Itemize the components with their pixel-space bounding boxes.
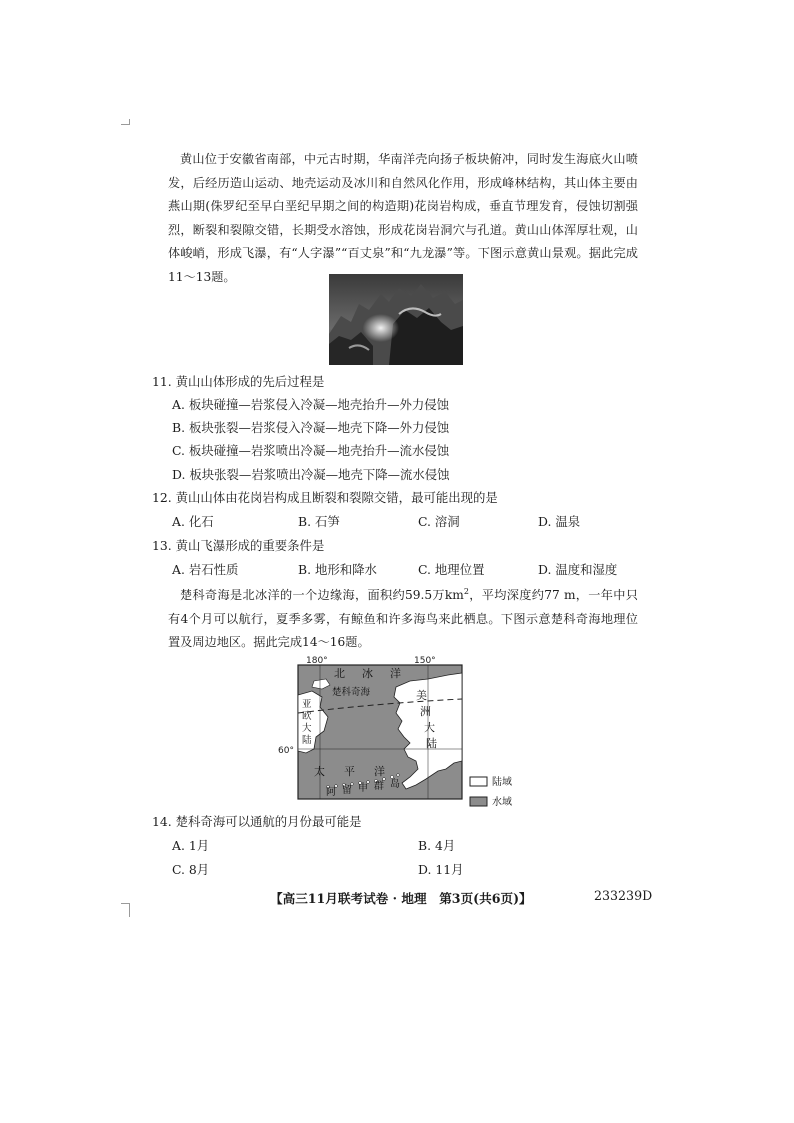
question-13-option-a[interactable]: A. 岩石性质 <box>172 562 239 577</box>
footer-code: 233239D <box>594 888 653 903</box>
label-eurasia-3: 大 <box>302 723 312 734</box>
label-eurasia-4: 陆 <box>302 735 312 746</box>
passage-chukchi-superscript: 2 <box>463 587 469 596</box>
label-pacific-1: 太 <box>314 765 325 778</box>
passage-chukchi-text-2: ，平均深度约77 m，一年中只有4个月可以航行，夏季多雾，有鲸鱼和许多海鸟来此栖息。下图示意楚科奇海地理位置及周边地区。据此完成14～16题。 <box>168 588 638 650</box>
question-13-option-b[interactable]: B. 地形和降水 <box>298 562 377 577</box>
label-america-1: 美 <box>416 689 427 702</box>
label-60: 60° <box>278 746 294 756</box>
passage-chukchi-text-1: 楚科奇海是北冰洋的一个边缘海，面积约59.5万km <box>180 588 464 603</box>
legend-water-swatch <box>470 797 487 806</box>
label-arctic-2: 冰 <box>362 667 373 680</box>
label-aleutian-2: 留 <box>342 785 352 796</box>
label-america-4: 陆 <box>426 737 437 750</box>
legend-water-label: 水域 <box>492 797 512 808</box>
label-aleutian-1: 阿 <box>326 787 336 798</box>
question-12-option-b[interactable]: B. 石笋 <box>298 514 340 529</box>
label-eurasia-1: 亚 <box>302 699 312 710</box>
question-12-option-a[interactable]: A. 化石 <box>172 514 214 529</box>
legend-land-label: 陆域 <box>492 777 512 788</box>
label-150: 150° <box>414 656 436 666</box>
question-11-option-a[interactable]: A. 板块碰撞—岩浆侵入冷凝—地壳抬升—外力侵蚀 <box>172 397 450 412</box>
question-13-option-d[interactable]: D. 温度和湿度 <box>538 562 618 577</box>
label-aleutian-4: 群 <box>374 781 384 792</box>
question-11-option-c[interactable]: C. 板块碰撞—岩浆喷出冷凝—地壳抬升—流水侵蚀 <box>172 443 450 458</box>
label-arctic-1: 北 <box>334 667 345 680</box>
label-america-2: 洲 <box>420 705 431 718</box>
label-180: 180° <box>306 656 328 666</box>
question-14-stem: 14. 楚科奇海可以通航的月份最可能是 <box>152 814 362 829</box>
label-chukchi-sea: 楚科奇海 <box>332 687 371 698</box>
question-14-option-b[interactable]: B. 4月 <box>418 838 456 853</box>
question-12-stem: 12. 黄山山体由花岗岩构成且断裂和裂隙交错，最可能出现的是 <box>152 490 498 505</box>
question-11-option-b[interactable]: B. 板块张裂—岩浆侵入冷凝—地壳下降—外力侵蚀 <box>172 420 450 435</box>
label-aleutian-3: 申 <box>358 783 368 794</box>
question-12-option-c[interactable]: C. 溶洞 <box>418 514 460 529</box>
question-11-stem: 11. 黄山山体形成的先后过程是 <box>152 374 325 389</box>
question-13-option-c[interactable]: C. 地理位置 <box>418 562 485 577</box>
huangshan-photo <box>329 274 463 365</box>
question-14-option-c[interactable]: C. 8月 <box>172 862 210 877</box>
crop-mark-bottom-v <box>129 903 130 917</box>
question-12-option-d[interactable]: D. 温泉 <box>538 514 581 529</box>
label-eurasia-2: 欧 <box>302 711 312 722</box>
label-pacific-3: 洋 <box>374 765 385 778</box>
chukchi-sea-map <box>278 656 528 821</box>
question-13-stem: 13. 黄山飞瀑形成的重要条件是 <box>152 538 325 553</box>
label-aleutian-5: 岛 <box>390 779 400 790</box>
footer-title: 【高三11月联考试卷 · 地理 第3页(共6页)】 <box>270 891 532 906</box>
label-pacific-2: 平 <box>344 765 355 778</box>
legend-land-swatch <box>470 777 487 786</box>
passage-huangshan: 黄山位于安徽省南部，中元古时期，华南洋壳向扬子板块俯冲，同时发生海底火山喷发，后经历造山运动、地壳运动及冰川和自然风化作用，形成峰林结构，其山体主要由燕山期(侏罗纪至早白垩纪早期之间的构造期)花岗岩构成，垂直节理发育，侵蚀切割强烈，断裂和裂隙交错，长期受水溶蚀，形成花岗岩洞穴与孔道。黄山山体浑厚壮观，山体峻峭，形成飞瀑，有“人字瀑”“百丈泉”和“九龙瀑”等。下图示意黄山景观。据此完成11～13题。 <box>168 152 638 284</box>
question-14-option-a[interactable]: A. 1月 <box>172 838 210 853</box>
label-arctic-3: 洋 <box>390 667 401 680</box>
label-america-3: 大 <box>424 721 435 734</box>
question-14-option-d[interactable]: D. 11月 <box>418 862 464 877</box>
crop-mark-top-v <box>129 119 130 125</box>
question-11-option-d[interactable]: D. 板块张裂—岩浆喷出冷凝—地壳下降—流水侵蚀 <box>172 467 450 482</box>
passage-chukchi-sea <box>168 580 638 655</box>
